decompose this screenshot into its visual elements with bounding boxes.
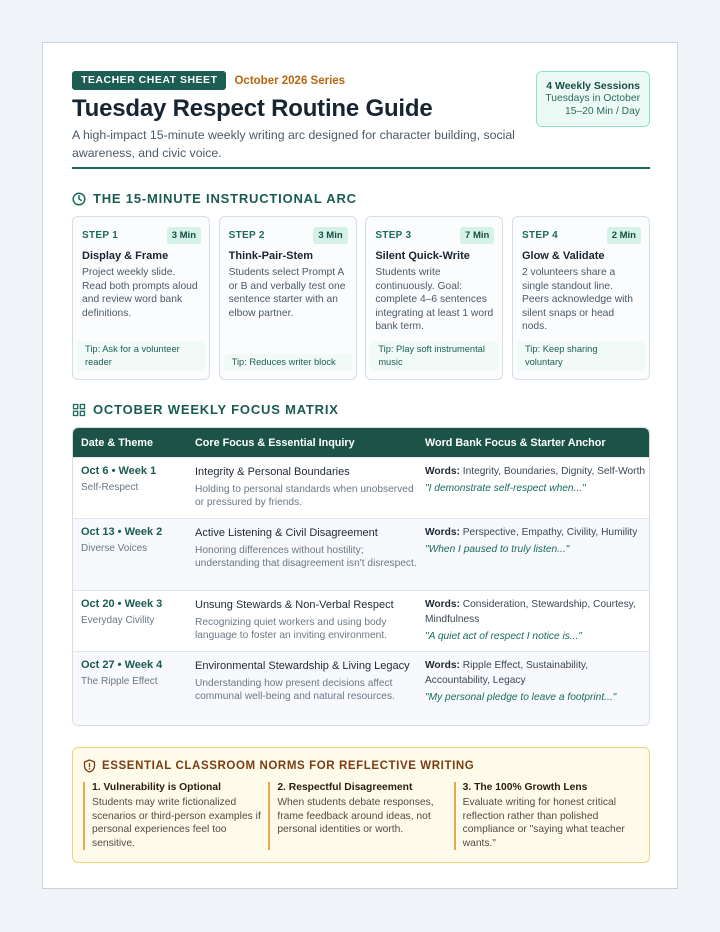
row-anchor: "I demonstrate self-respect when..." xyxy=(425,482,586,494)
norms-columns xyxy=(83,782,639,850)
column-header: Word Bank Focus & Starter Anchor xyxy=(425,436,606,449)
row-date: Oct 20 • Week 3 xyxy=(81,598,163,610)
step-tip: Tip: Keep sharing voluntary xyxy=(517,341,645,371)
row-focus: Unsung Stewards & Non-Verbal Respect xyxy=(195,599,394,611)
step-description: 2 volunteers share a single standout line. Peers acknowledge with silent snaps or head nods. xyxy=(521,267,634,333)
row-theme: Self-Respect xyxy=(81,482,139,493)
row-word-list: Perspective, Empathy, Civility, Humility xyxy=(462,527,638,538)
norm-item xyxy=(268,782,453,850)
step-label: STEP 4 xyxy=(521,230,559,241)
row-inquiry: Recognizing quiet workers and using body language to foster an inviting environment. xyxy=(195,617,387,642)
row-words xyxy=(425,526,649,541)
row-date: Oct 6 • Week 1 xyxy=(81,465,157,477)
row-word-list: Integrity, Boundaries, Dignity, Self-Worth xyxy=(462,466,646,477)
table-header xyxy=(73,428,649,457)
step-minutes-badge: 7 Min xyxy=(460,227,494,244)
row-inquiry: Holding to personal standards when unobserved or pressured by friends. xyxy=(195,484,414,509)
page-subtitle: A high-impact 15-minute weekly writing arc designed for character building, social awareness, and civic voice. xyxy=(72,128,515,160)
column-header: Date & Theme xyxy=(81,436,153,449)
focus-matrix-table xyxy=(72,427,650,726)
norms-title-text: ESSENTIAL CLASSROOM NORMS FOR REFLECTIVE WRITING xyxy=(102,760,475,772)
step-minutes-badge: 3 Min xyxy=(313,227,347,244)
row-word-list: Ripple Effect, Sustainability, Accountability, Legacy xyxy=(425,660,589,686)
sessions-badge xyxy=(536,71,650,127)
sessions-day: Tuesdays in October xyxy=(545,93,640,104)
matrix-title-text: OCTOBER WEEKLY FOCUS MATRIX xyxy=(93,402,339,417)
table-row xyxy=(73,590,649,651)
column-header: Core Focus & Essential Inquiry xyxy=(195,436,355,449)
row-anchor: "My personal pledge to leave a footprint..." xyxy=(425,691,617,703)
words-label: Words: xyxy=(425,527,460,538)
row-focus: Active Listening & Civil Disagreement xyxy=(195,527,378,539)
row-anchor: "A quiet act of respect I notice is..." xyxy=(425,630,582,642)
table-row xyxy=(73,457,649,518)
step-description: Students write continuously. Goal: complete 4–6 sentences integrating at least 1 word bank term. xyxy=(375,267,494,333)
step-tip: Tip: Reduces writer block xyxy=(224,354,352,371)
step-name: Glow & Validate xyxy=(521,250,605,262)
step-name: Think-Pair-Stem xyxy=(228,250,314,262)
row-inquiry: Understanding how present decisions affect communal well-being and natural resources. xyxy=(195,678,395,703)
row-inquiry: Honoring differences without hostility; understanding that disagreement isn't disrespect. xyxy=(195,545,417,570)
norm-item xyxy=(83,782,268,850)
step-description: Project weekly slide. Read both prompts aloud and review word bank definitions. xyxy=(82,267,198,319)
step-card xyxy=(512,216,650,380)
row-word-list: Consideration, Stewardship, Courtesy, Mindfulness xyxy=(425,599,636,625)
words-label: Words: xyxy=(425,466,460,477)
row-date: Oct 13 • Week 2 xyxy=(81,526,163,538)
norm-text: Evaluate writing for honest critical reflection rather than polished compliance or "saying what teacher wants." xyxy=(462,797,625,849)
words-label: Words: xyxy=(425,660,460,671)
step-description: Students select Prompt A or B and verbally test one sentence starter with an elbow partner. xyxy=(228,267,346,319)
arc-steps xyxy=(72,216,650,380)
row-words xyxy=(425,465,649,480)
norm-heading: 2. Respectful Disagreement xyxy=(277,782,413,793)
row-focus: Integrity & Personal Boundaries xyxy=(195,466,350,478)
step-label: STEP 2 xyxy=(228,230,265,241)
step-card xyxy=(365,216,503,380)
page-title: Tuesday Respect Routine Guide xyxy=(72,95,433,122)
cheat-sheet-pill: TEACHER CHEAT SHEET xyxy=(72,71,226,90)
norm-heading: 3. The 100% Growth Lens xyxy=(462,782,588,793)
step-tip: Tip: Play soft instrumental music xyxy=(370,341,498,371)
sessions-count: 4 Weekly Sessions xyxy=(546,80,640,92)
step-label: STEP 3 xyxy=(375,230,412,241)
step-minutes-badge: 3 Min xyxy=(167,227,201,244)
table-row xyxy=(73,651,649,725)
step-name: Silent Quick-Write xyxy=(375,250,470,262)
page-content xyxy=(72,71,650,863)
norm-text: Students may write fictionalized scenarios or third-person examples if personal experiences feel too sensitive. xyxy=(92,797,261,849)
series-label: October 2026 Series xyxy=(234,74,346,87)
words-label: Words: xyxy=(425,599,460,610)
step-minutes-badge: 2 Min xyxy=(607,227,641,244)
step-label: STEP 1 xyxy=(82,230,119,241)
shield-icon xyxy=(83,759,96,773)
norm-text: When students debate responses, frame feedback around ideas, not personal identities or worth. xyxy=(277,797,434,836)
row-date: Oct 27 • Week 4 xyxy=(81,659,163,671)
row-theme: Diverse Voices xyxy=(81,543,148,554)
clock-icon xyxy=(72,192,86,206)
row-words xyxy=(425,598,649,628)
step-tip: Tip: Ask for a volunteer reader xyxy=(77,341,205,371)
norms-title xyxy=(83,759,639,773)
table-row xyxy=(73,518,649,590)
arc-title-text: THE 15-MINUTE INSTRUCTIONAL ARC xyxy=(93,191,357,206)
header xyxy=(72,71,650,169)
grid-icon xyxy=(72,403,86,417)
row-focus: Environmental Stewardship & Living Legacy xyxy=(195,660,410,672)
step-name: Display & Frame xyxy=(82,250,169,262)
arc-section-title xyxy=(72,191,650,206)
row-theme: Everyday Civility xyxy=(81,615,155,626)
norms-box xyxy=(72,747,650,863)
cheat-sheet-page xyxy=(42,42,678,889)
row-theme: The Ripple Effect xyxy=(81,676,158,687)
row-words xyxy=(425,659,649,689)
sessions-duration: 15–20 Min / Day xyxy=(565,106,640,117)
norm-item xyxy=(454,782,639,850)
step-card xyxy=(72,216,210,380)
step-card xyxy=(219,216,357,380)
matrix-section-title xyxy=(72,402,650,417)
norm-heading: 1. Vulnerability is Optional xyxy=(92,782,221,793)
row-anchor: "When I paused to truly listen..." xyxy=(425,543,570,555)
